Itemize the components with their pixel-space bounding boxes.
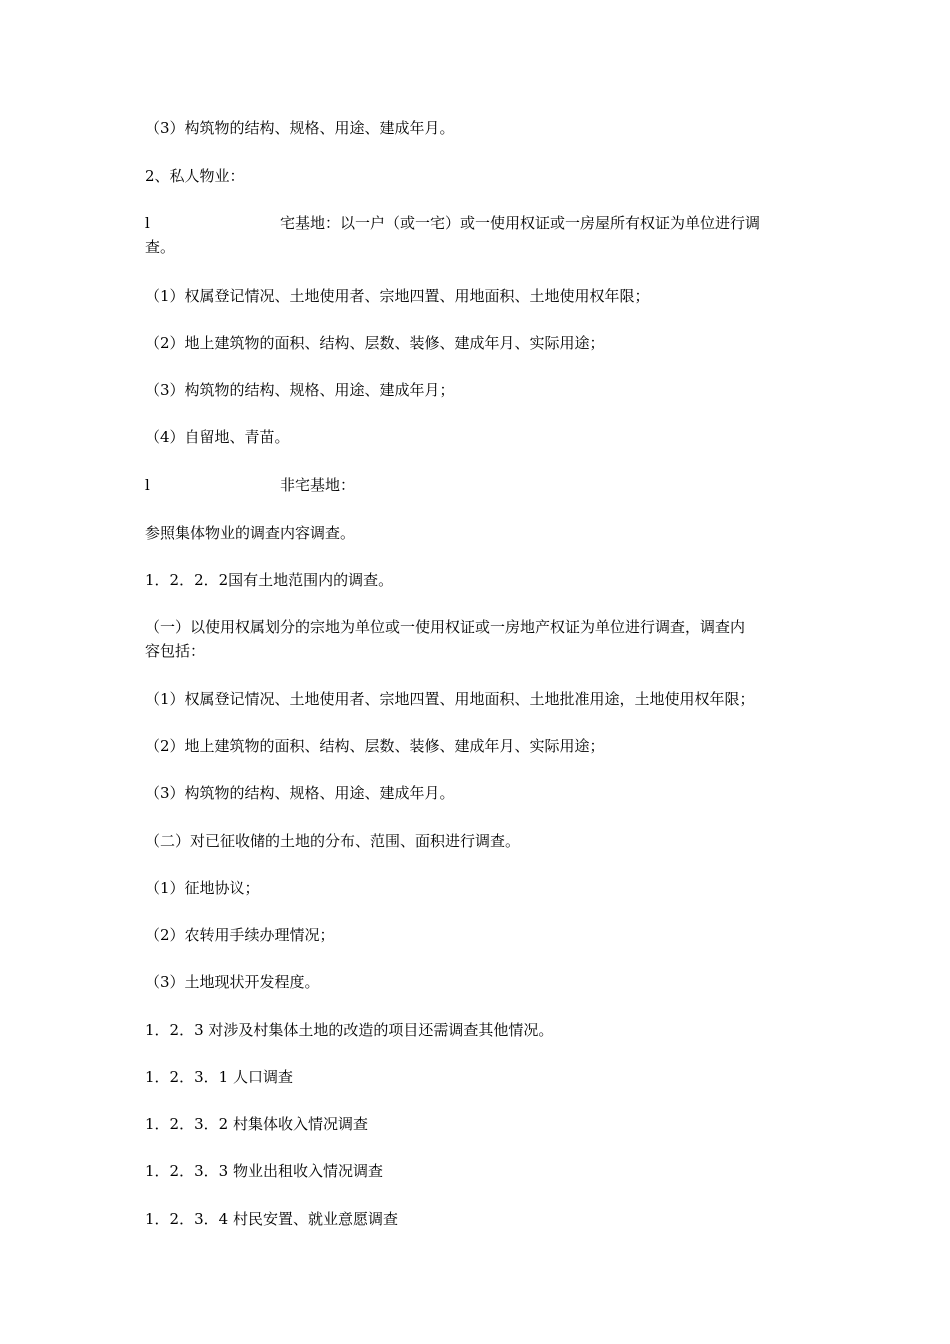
- bullet-text-homestead-cont: 查。: [145, 238, 176, 256]
- list-item-buildings: （2）地上建筑物的面积、结构、层数、装修、建成年月、实际用途；: [145, 334, 605, 352]
- heading-collective-income: 1．2．3．2 村集体收入情况调查: [145, 1115, 368, 1133]
- heading-resettlement: 1．2．3．4 村民安置、就业意愿调查: [145, 1210, 398, 1228]
- bullet-text-non-homestead: 非宅基地：: [280, 476, 356, 494]
- list-item-ownership: （1）权属登记情况、土地使用者、宗地四置、用地面积、土地使用权年限；: [145, 287, 650, 305]
- bullet-text-homestead: 宅基地：以一户（或一宅）或一使用权证或一房屋所有权证为单位进行调: [280, 214, 761, 232]
- heading-village-collective: 1．2．3 对涉及村集体土地的改造的项目还需调查其他情况。: [145, 1021, 554, 1039]
- list-item-structures: （3）构筑物的结构、规格、用途、建成年月；: [145, 381, 455, 399]
- list-item-retained-land: （4）自留地、青苗。: [145, 428, 290, 446]
- heading-state-land: 1．2．2．2国有土地范围内的调查。: [145, 571, 394, 589]
- list-item-conversion-procedures: （2）农转用手续办理情况；: [145, 926, 335, 944]
- paragraph-state-land-unit-cont: 容包括：: [145, 642, 206, 660]
- bullet-marker-homestead: l: [145, 214, 150, 232]
- heading-population-survey: 1．2．3．1 人口调查: [145, 1068, 293, 1086]
- paragraph-state-land-unit: （一）以使用权属划分的宗地为单位或一使用权证或一房地产权证为单位进行调查，调查内: [145, 618, 746, 636]
- paragraph-structures-1: （3）构筑物的结构、规格、用途、建成年月。: [145, 119, 455, 137]
- heading-private-property: 2、私人物业：: [145, 167, 245, 185]
- list-item-acquisition-agreement: （1）征地协议；: [145, 879, 260, 897]
- list-item-development-degree: （3）土地现状开发程度。: [145, 973, 320, 991]
- list-item-state-buildings: （2）地上建筑物的面积、结构、层数、装修、建成年月、实际用途；: [145, 737, 605, 755]
- heading-rental-income: 1．2．3．3 物业出租收入情况调查: [145, 1162, 383, 1180]
- list-item-state-structures: （3）构筑物的结构、规格、用途、建成年月。: [145, 784, 455, 802]
- bullet-marker-non-homestead: l: [145, 476, 150, 494]
- list-item-state-ownership: （1）权属登记情况、土地使用者、宗地四置、用地面积、土地批准用途，土地使用权年限；: [145, 690, 755, 708]
- paragraph-refer-collective: 参照集体物业的调查内容调查。: [145, 524, 356, 542]
- paragraph-acquired-land: （二）对已征收储的土地的分布、范围、面积进行调查。: [145, 832, 521, 850]
